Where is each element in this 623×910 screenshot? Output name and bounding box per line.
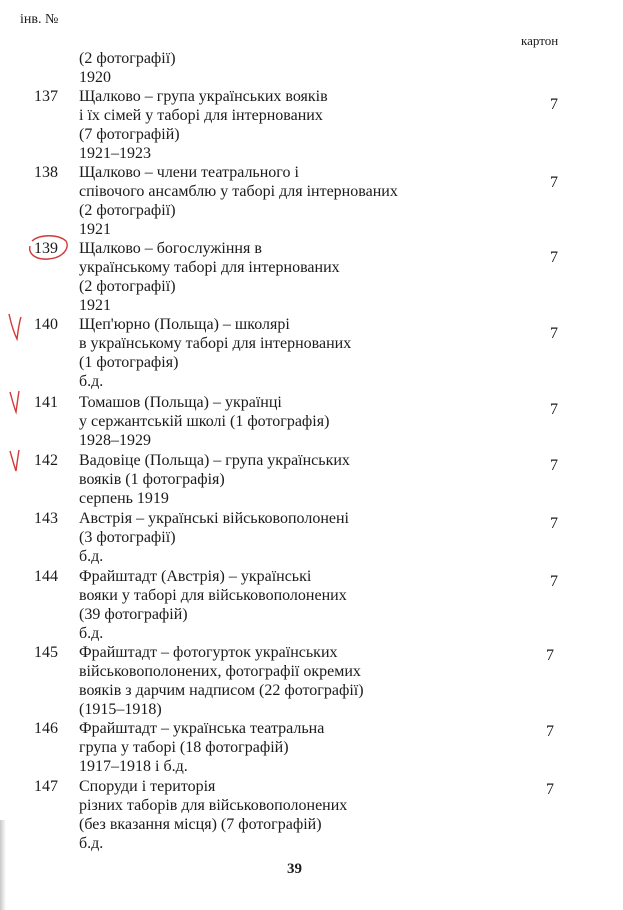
entry-line: група у таборі (18 фотографій) (79, 739, 289, 756)
entry-line: 1921–1923 (79, 145, 151, 162)
inventory-number-label: інв. № (20, 12, 59, 27)
entry-147 (0, 777, 623, 853)
entry-number: 142 (34, 452, 58, 469)
entry-138 (0, 163, 623, 239)
carton-number: 7 (550, 174, 558, 191)
entry-number: 146 (34, 720, 58, 737)
carton-number: 7 (550, 96, 558, 113)
entry-number: 140 (34, 316, 58, 333)
entry-145 (0, 643, 623, 719)
entry-line: і їх сімей у таборі для інтернованих (79, 107, 323, 124)
entry-line: 1920 (79, 69, 111, 86)
entry-line: Споруди і територія (79, 778, 216, 795)
entry-line: Вадовіце (Польща) – група українських (79, 452, 350, 469)
carton-number: 7 (546, 781, 554, 798)
entry-line: (3 фотографії) (79, 529, 176, 546)
entry-line: Щалково – члени театрального і (79, 164, 299, 181)
check-mark-icon (6, 387, 26, 417)
entry-144 (0, 567, 623, 643)
carton-number: 7 (546, 723, 554, 740)
entry-line: (7 фотографій) (79, 126, 180, 143)
entry-number: 137 (34, 88, 58, 105)
entry-line: (1 фотографія) (79, 354, 179, 371)
entry-number: 138 (34, 164, 58, 181)
entry-line: Фрайштадт – фотогурток українських (79, 644, 338, 661)
entry-line: Фрайштадт – українська театральна (79, 720, 325, 737)
entry-line: різних таборів для військовополонених (79, 797, 348, 814)
scan-edge-shadow (0, 820, 6, 910)
entry-line: б.д. (79, 625, 104, 642)
entry-line: 1921 (79, 221, 111, 238)
entry-146 (0, 719, 623, 777)
entry-line: (2 фотографії) (79, 202, 176, 219)
entry-143 (0, 509, 623, 567)
entry-number: 147 (34, 778, 58, 795)
entry-line: (без вказання місця) (7 фотографій) (79, 816, 322, 833)
entry-line: 1917–1918 і б.д. (79, 758, 188, 775)
entry-line: військовополонених, фотографії окремих (79, 663, 361, 680)
entry-list (0, 49, 623, 853)
entry-line: (2 фотографії) (79, 278, 176, 295)
entry-line: 1928–1929 (79, 432, 151, 449)
entry-line: вояки у таборі для військовополонених (79, 587, 347, 604)
check-mark-icon (6, 311, 26, 341)
entry-line: українському таборі для інтернованих (79, 259, 340, 276)
entry-line: Щалково – група українських вояків (79, 88, 328, 105)
entry-line: у сержантській школі (1 фотографія) (79, 413, 330, 430)
entry-continued (0, 49, 623, 87)
entry-line: співочого ансамблю у таборі для інтернованих (79, 183, 398, 200)
entry-142 (0, 451, 623, 509)
entry-number: 141 (34, 394, 58, 411)
entry-line: 1921 (79, 297, 111, 314)
entry-line: б.д. (79, 373, 104, 390)
check-mark-icon (6, 445, 26, 475)
carton-number: 7 (550, 573, 558, 590)
entry-140 (0, 315, 623, 393)
entry-line: Щеп'юрно (Польща) – школярі (79, 316, 290, 333)
carton-number: 7 (550, 515, 558, 532)
entry-line: (1915–1918) (79, 701, 162, 718)
carton-number: 7 (550, 401, 558, 418)
carton-number: 7 (546, 647, 554, 664)
page-number: 39 (287, 861, 302, 877)
entry-line: (39 фотографій) (79, 606, 188, 623)
entry-line: б.д. (79, 548, 104, 565)
entry-number: 145 (34, 644, 58, 661)
entry-line: Фрайштадт (Австрія) – українські (79, 568, 312, 585)
entry-line: вояків з дарчим надписом (22 фотографії) (79, 682, 364, 699)
carton-column-label: картон (521, 33, 559, 48)
entry-line: (2 фотографії) (79, 50, 176, 67)
entry-line: серпень 1919 (79, 490, 169, 507)
carton-number: 7 (550, 325, 558, 342)
entry-line: в українському таборі для інтернованих (79, 335, 352, 352)
carton-number: 7 (550, 249, 558, 266)
entry-141 (0, 393, 623, 451)
entry-number: 139 (34, 240, 58, 257)
entry-line: вояків (1 фотографія) (79, 471, 225, 488)
entry-line: Томашов (Польща) – українці (79, 394, 282, 411)
entry-number: 143 (34, 510, 58, 527)
carton-number: 7 (550, 457, 558, 474)
entry-137 (0, 87, 623, 163)
entry-number: 144 (34, 568, 58, 585)
entry-line: б.д. (79, 835, 104, 852)
entry-line: Щалково – богослужіння в (79, 240, 262, 257)
entry-139 (0, 239, 623, 315)
entry-line: Австрія – українські військовополонені (79, 510, 349, 527)
